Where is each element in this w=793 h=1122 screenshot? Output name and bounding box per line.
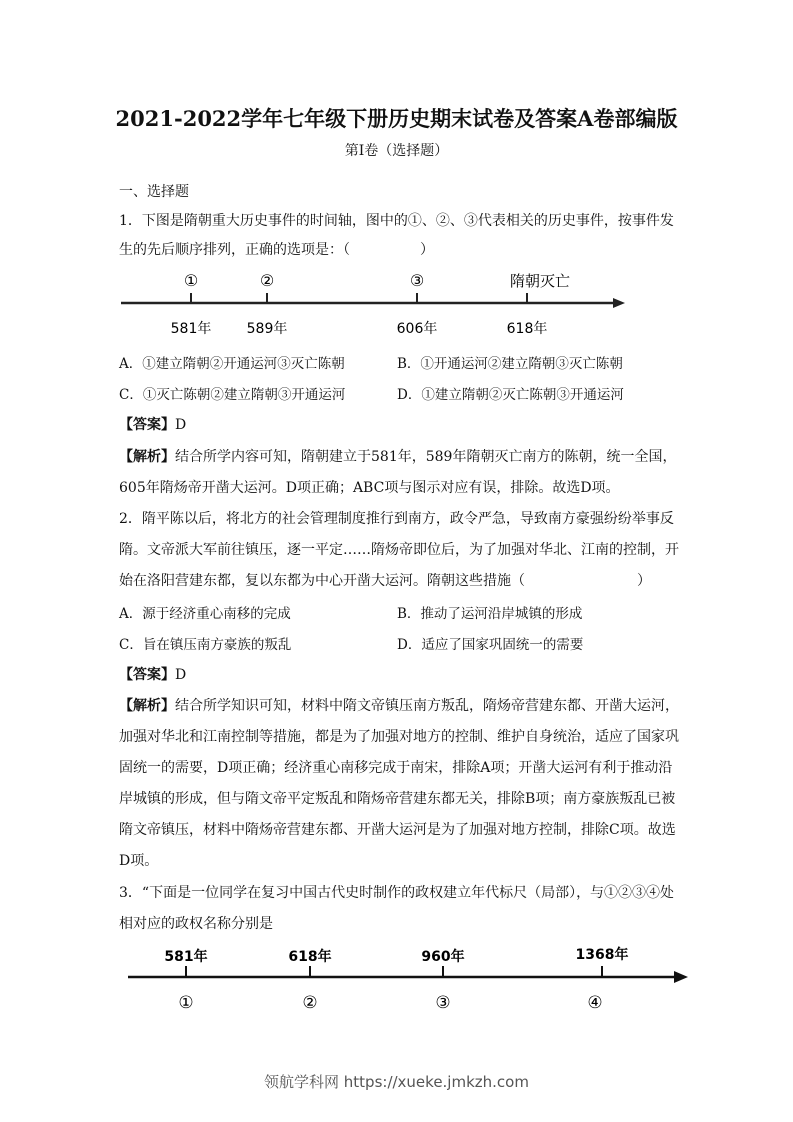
q1-option-b: B．①开通运河②建立隋朝③灭亡陈朝 — [397, 356, 623, 372]
q1-marker-3: ③ — [409, 271, 425, 290]
q3-year-4: 1368年 — [575, 947, 629, 963]
q2-analysis-line2: 加强对华北和江南控制等措施，都是为了加强对地方的控制、维护自身统治，适应了国家巩 — [119, 729, 679, 745]
q1-year-3: 606年 — [396, 321, 438, 337]
q2-answer-label: 【答案】 — [119, 667, 175, 683]
q1-year-4: 618年 — [506, 321, 548, 337]
q2-analysis-line3: 固统一的需要，D项正确；经济重心南移完成于南宋，排除A项；开凿大运河有利于推动沿 — [119, 760, 673, 776]
q3-timeline — [120, 942, 700, 1017]
q3-marker-2: ② — [302, 993, 318, 1013]
q1-analysis-text1: 结合所学内容可知，隋朝建立于581年，589年隋朝灭亡南方的陈朝，统一全国， — [175, 449, 677, 465]
q1-option-c: C．①灭亡陈朝②建立隋朝③开通运河 — [119, 387, 346, 403]
q3-marker-4: ④ — [587, 993, 603, 1013]
q1-stem-line2: 生的先后顺序排列，正确的选项是：（ ） — [119, 242, 434, 258]
q1-marker-4: 隋朝灭亡 — [509, 272, 571, 290]
q3-marker-3: ③ — [435, 993, 451, 1013]
q2-analysis-line4: 岸城镇的形成，但与隋文帝平定叛乱和隋炀帝营建东都无关，排除B项；南方豪族叛乱已被 — [119, 791, 676, 807]
q1-timeline-arrow — [613, 298, 625, 308]
q3-year-2: 618年 — [288, 949, 332, 965]
q1-year-1: 581年 — [170, 321, 212, 337]
q3-timeline-arrow — [674, 971, 688, 983]
page-title: 2021-2022学年七年级下册历史期末试卷及答案A卷部编版 — [115, 106, 678, 131]
q2-analysis-line1 — [119, 695, 679, 715]
q1-answer — [119, 414, 186, 434]
footer-watermark[interactable]: 领航学科网 https://xueke.jmkzh.com — [264, 1073, 529, 1091]
q3-stem-line1: 3．“下面是一位同学在复习中国古代史时制作的政权建立年代标尺（局部），与①②③④处 — [119, 885, 675, 901]
q2-option-b: B．推动了运河沿岸城镇的形成 — [397, 606, 583, 622]
q1-year-2: 589年 — [246, 321, 288, 337]
q3-year-3: 960年 — [421, 949, 465, 965]
q1-option-a: A．①建立隋朝②开通运河③灭亡陈朝 — [119, 356, 345, 372]
q2-analysis-line5: 隋文帝镇压，材料中隋炀帝营建东都、开凿大运河是为了加强对地方控制，排除C项。故选 — [119, 822, 676, 838]
q1-option-d: D．①建立隋朝②灭亡陈朝③开通运河 — [397, 387, 624, 403]
q2-option-d: D．适应了国家巩固统一的需要 — [397, 637, 584, 653]
q1-answer-label: 【答案】 — [119, 417, 175, 433]
q2-option-c: C．旨在镇压南方豪族的叛乱 — [119, 637, 292, 653]
q3-marker-1: ① — [178, 993, 194, 1013]
q1-marker-1: ① — [183, 271, 199, 290]
q2-option-a: A．源于经济重心南移的完成 — [119, 606, 291, 622]
q2-analysis-label: 【解析】 — [119, 698, 175, 714]
q1-analysis-line2: 605年隋炀帝开凿大运河。D项正确；ABC项与图示对应有误，排除。故选D项。 — [119, 480, 620, 496]
q1-analysis-label: 【解析】 — [119, 449, 175, 465]
q2-answer-value: D — [175, 667, 187, 683]
q2-stem-line1: 2．隋平陈以后，将北方的社会管理制度推行到南方，政令严急，导致南方豪强纷纷举事反 — [119, 511, 674, 527]
q2-stem-line3: 始在洛阳营建东都，复以东都为中心开凿大运河。隋朝这些措施（ ） — [119, 573, 651, 589]
q2-analysis-line6: D项。 — [119, 853, 159, 869]
section-heading: 一、选择题 — [119, 184, 189, 200]
q1-stem-line1: 1．下图是隋朝重大历史事件的时间轴，图中的①、②、③代表相关的历史事件，按事件发 — [119, 213, 674, 229]
q2-stem-line2: 隋。文帝派大军前往镇压，逐一平定……隋炀帝即位后，为了加强对华北、江南的控制，开 — [119, 542, 679, 558]
q2-analysis-text1: 结合所学知识可知，材料中隋文帝镇压南方叛乱，隋炀帝营建东都、开凿大运河， — [175, 698, 679, 714]
q3-year-1: 581年 — [164, 949, 208, 965]
q1-analysis-line1 — [119, 446, 676, 466]
q3-stem-line2: 相对应的政权名称分别是 — [119, 916, 273, 932]
q1-marker-2: ② — [259, 271, 275, 290]
page-subtitle: 第I卷（选择题） — [344, 143, 449, 159]
q1-timeline — [115, 268, 635, 343]
q1-answer-value: D — [175, 417, 187, 433]
q2-answer — [119, 664, 186, 684]
